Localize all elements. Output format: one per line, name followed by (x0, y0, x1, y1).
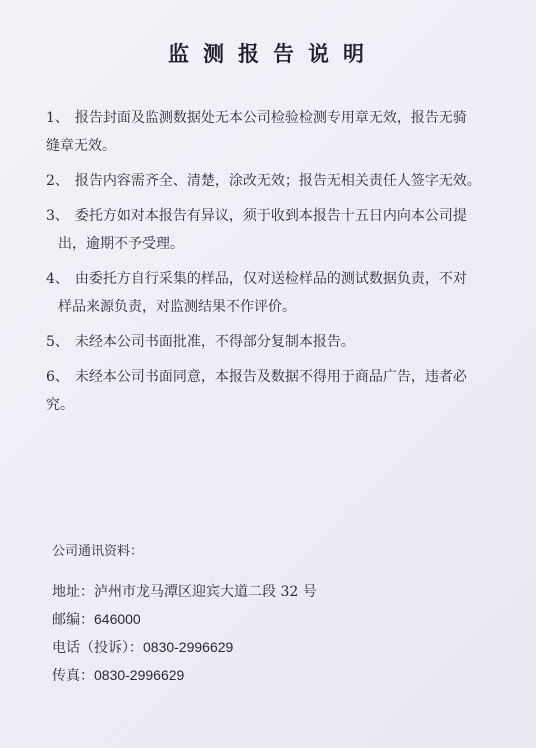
note-item-5 (46, 328, 486, 356)
note-line (46, 167, 486, 195)
address-label: 地址： (52, 584, 94, 600)
note-item-3 (46, 202, 486, 258)
note-number: 5、 (46, 334, 69, 350)
note-text: 报告内容需齐全、清楚，涂改无效；报告无相关责任人签字无效。 (74, 173, 481, 189)
phone-line (52, 634, 492, 662)
note-continuation: 缝章无效。 (46, 138, 116, 154)
document-title: 监测报告说明 (168, 41, 378, 66)
note-continuation: 样品来源负责，对监测结果不作评价。 (58, 299, 296, 315)
note-text: 由委托方自行采集的样品，仅对送检样品的测试数据负责，不对 (74, 271, 467, 287)
address-value: 泸州市龙马潭区迎宾大道二段 32 号 (94, 584, 317, 600)
note-continuation: 出，逾期不予受理。 (58, 236, 184, 252)
postcode-line (52, 606, 492, 634)
postcode-value: 646000 (94, 611, 141, 627)
note-number: 2、 (46, 173, 69, 189)
fax-label: 传真： (52, 668, 94, 684)
notes-list (46, 104, 486, 426)
note-text: 未经本公司书面批准，不得部分复制本报告。 (74, 334, 355, 350)
note-number: 4、 (46, 271, 69, 287)
phone-label: 电话（投诉）： (52, 640, 143, 656)
note-line (46, 202, 486, 230)
fax-line (52, 662, 492, 690)
note-line (46, 328, 486, 356)
note-number: 6、 (46, 369, 69, 385)
contact-info (52, 540, 492, 690)
fax-value: 0830-2996629 (94, 667, 185, 683)
note-text: 报告封面及监测数据处无本公司检验检测专用章无效，报告无骑 (74, 110, 467, 126)
note-text: 委托方如对本报告有异议，须于收到本报告十五日内向本公司提 (74, 208, 467, 224)
note-line (46, 363, 486, 391)
note-text: 未经本公司书面同意，本报告及数据不得用于商品广告，违者必 (74, 369, 467, 385)
phone-value: 0830-2996629 (143, 639, 234, 655)
note-item-4 (46, 265, 486, 321)
note-number: 1、 (46, 110, 69, 126)
note-number: 3、 (46, 208, 69, 224)
note-continuation: 究。 (46, 397, 74, 413)
note-line (46, 265, 486, 293)
contact-header: 公司通讯资料： (52, 544, 144, 559)
postcode-label: 邮编： (52, 612, 94, 628)
note-item-6 (46, 363, 486, 419)
note-line (46, 104, 486, 132)
address-line (52, 579, 492, 606)
note-item-1 (46, 104, 486, 160)
note-item-2 (46, 167, 486, 195)
